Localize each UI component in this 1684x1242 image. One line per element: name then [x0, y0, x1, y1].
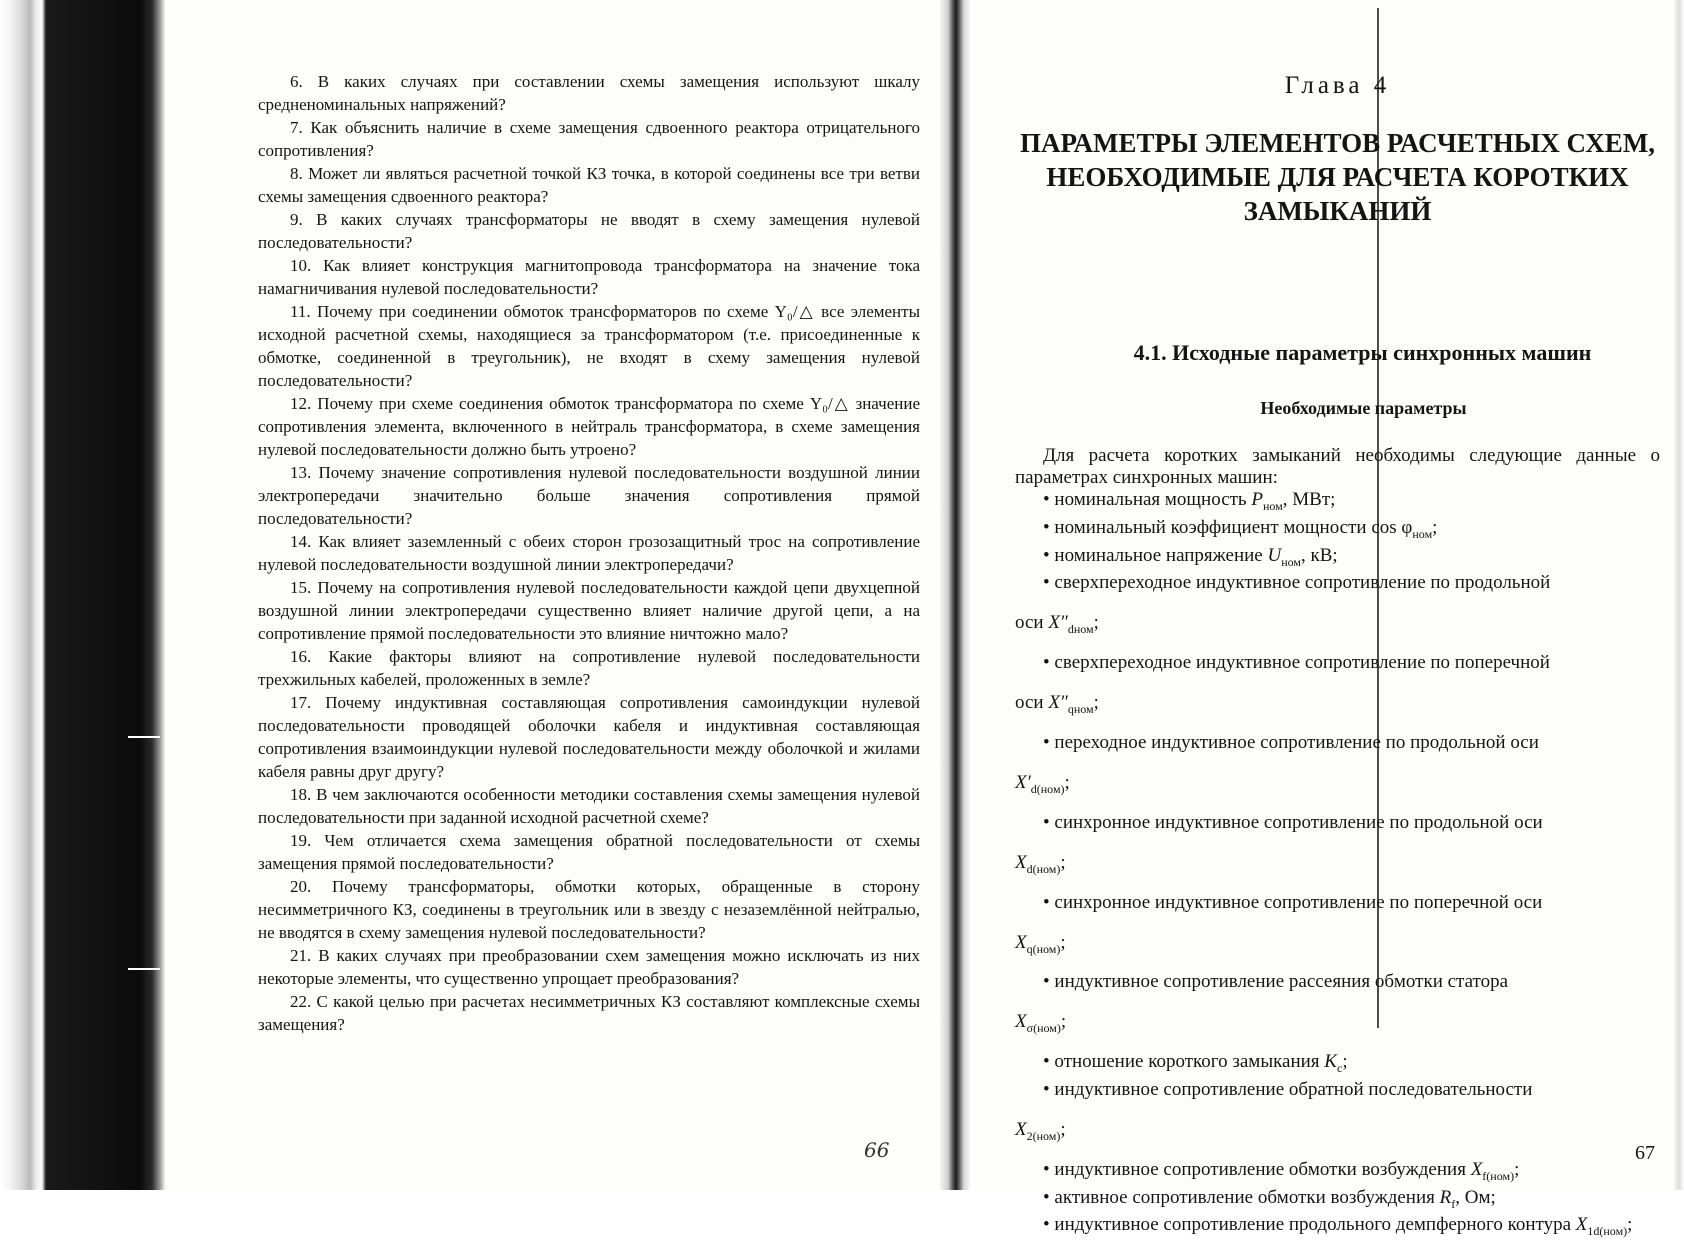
question-item: 10. Как влияет конструкция магнитопровода трансформатора на значение тока намагничивания нулевой последовательности?: [258, 256, 920, 298]
param-bullet: • номинальное напряжение $U_{ном}$, кВ;: [1043, 544, 1338, 569]
question-item: 14. Как влияет заземленный с обеих сторон грозозащитный трос на сопротивление нулевой последовательности воздушной линии электропередачи?: [258, 532, 920, 574]
scan-edge-mark: [128, 736, 160, 738]
intro-paragraph: Для расчета коротких замыканий необходимы следующие данные о параметрах синхронных машин:: [1015, 445, 1660, 488]
page-number-left: 66: [864, 1138, 890, 1162]
scan-edge-mark: [128, 968, 160, 970]
question-item: 13. Почему значение сопротивления нулевой последовательности воздушной линии электропередачи значительно больше значения сопротивления прямой последовательности?: [258, 463, 920, 528]
param-bullet-cont: $X_{q(ном)}$;: [1015, 931, 1066, 956]
section-title: 4.1. Исходные параметры синхронных машин: [1133, 340, 1592, 365]
param-bullet: • активное сопротивление обмотки возбуждения $R_f$, Ом;: [1043, 1186, 1496, 1211]
param-bullet-cont: оси $X''_{qном}$;: [1015, 692, 1099, 716]
question-item: 21. В каких случаях при преобразовании схем замещения можно исключать из них некоторые элементы, что существенно упрощает преобразования?: [258, 946, 920, 988]
question-item: 9. В каких случаях трансформаторы не вводят в схему замещения нулевой последовательности?: [258, 210, 920, 252]
question-item: 6. В каких случаях при составлении схемы замещения используют шкалу средненоминальных напряжений?: [258, 72, 920, 114]
param-bullet: • синхронное индуктивное сопротивление по поперечной оси: [1043, 891, 1543, 913]
param-bullet: • переходное индуктивное сопротивление по продольной оси: [1043, 731, 1539, 753]
question-item: 11. Почему при соединении обмоток трансформаторов по схеме Υ₀/△ все элементы исходной расчетной схемы, находящиеся за трансформатором (т.е. присоединенные к обмотке, соединенной в треугольник), не входят в схему замещения нулевой последовательности?: [258, 302, 920, 390]
question-item: 17. Почему индуктивная составляющая сопротивления самоиндукции нулевой последовательности проводящей оболочки кабеля и индуктивная составляющая сопротивления взаимоиндукции нулевой последовательности между оболочкой и жилами кабеля равны друг другу?: [258, 693, 920, 781]
scan-edge-right: [1674, 0, 1684, 1190]
param-bullet: • индуктивное сопротивление обмотки возбуждения $X_{f(ном)}$;: [1043, 1158, 1520, 1183]
param-bullet: • номинальная мощность $P_{ном}$, МВт;: [1043, 489, 1336, 513]
book-gutter: [940, 0, 970, 1190]
param-bullet: • индуктивное сопротивление рассеяния обмотки статора: [1043, 971, 1509, 993]
question-item: 12. Почему при схеме соединения обмоток трансформатора по схеме Υ₀/△ значение сопротивления элемента, включенного в нейтраль трансформатора, в схеме замещения нулевой последовательности должно быть утроено?: [258, 394, 920, 459]
param-bullet: • сверхпереходное индуктивное сопротивление по продольной: [1043, 572, 1551, 594]
param-bullet-cont: $X'_{d(ном)}$;: [1015, 771, 1070, 796]
chapter-title: ПАРАМЕТРЫ ЭЛЕМЕНТОВ РАСЧЕТНЫХ СХЕМ, НЕОБХОДИМЫЕ ДЛЯ РАСЧЕТА КОРОТКИХ ЗАМЫКАНИЙ: [1019, 128, 1656, 226]
page-number-right: 67: [1635, 1142, 1655, 1164]
param-bullet-cont: $X_{2(ном)}$;: [1015, 1118, 1066, 1143]
question-item: 7. Как объяснить наличие в схеме замещения сдвоенного реактора отрицательного сопротивления?: [258, 118, 920, 160]
param-bullet-cont: $X_{\sigma(ном)}$;: [1015, 1011, 1067, 1036]
question-item: 22. С какой целью при расчетах несимметричных КЗ составляют комплексные схемы замещения?: [258, 992, 920, 1034]
question-item: 19. Чем отличается схема замещения обратной последовательности от схемы замещения прямой последовательности?: [258, 831, 920, 873]
question-item: 16. Какие факторы влияют на сопротивление нулевой последовательности трехжильных кабелей, проложенных в земле?: [258, 647, 920, 689]
left-page: [258, 70, 920, 1036]
question-item: 18. В чем заключаются особенности методики составления схемы замещения нулевой последовательности при заданной исходной расчетной схеме?: [258, 785, 920, 827]
question-item: 15. Почему на сопротивления нулевой последовательности каждой цепи двухцепной воздушной линии электропередачи существенно влияет наличие другой цепи, а на сопротивление прямой последовательности это влияние ничтожно мало?: [258, 578, 920, 643]
param-bullet: • индуктивное сопротивление продольного демпферного контура $X_{1d(ном)}$;: [1043, 1214, 1633, 1239]
param-bullet: • сверхпереходное индуктивное сопротивление по поперечной: [1043, 652, 1550, 674]
chapter-label: Глава 4: [1284, 72, 1391, 99]
param-bullet: • индуктивное сопротивление обратной последовательности: [1043, 1078, 1533, 1100]
question-item: 8. Может ли являться расчетной точкой КЗ точка, в которой соединены все три ветви схемы замещения сдвоенного реактора?: [258, 164, 920, 206]
subsection-title: Необходимые параметры: [1260, 398, 1467, 418]
right-page: [1015, 72, 1660, 1242]
param-bullet-cont: оси $X''_{dном}$;: [1015, 612, 1099, 637]
param-bullet-cont: $X_{d(ном)}$;: [1015, 851, 1066, 876]
param-bullet: • номинальный коэффициент мощности $\cos \varphi_{ном}$;: [1043, 516, 1438, 541]
question-item: 20. Почему трансформаторы, обмотки которых, обращенные в сторону несимметричного КЗ, соединены в треугольник или в звезду с незаземлённой нейтралью, не вводятся в схему замещения нулевой последовательности?: [258, 877, 920, 942]
param-bullet: • отношение короткого замыкания $K_c$;: [1043, 1051, 1348, 1075]
scan-edge-left: [0, 0, 165, 1190]
param-bullet: • синхронное индуктивное сопротивление по продольной оси: [1043, 811, 1543, 833]
